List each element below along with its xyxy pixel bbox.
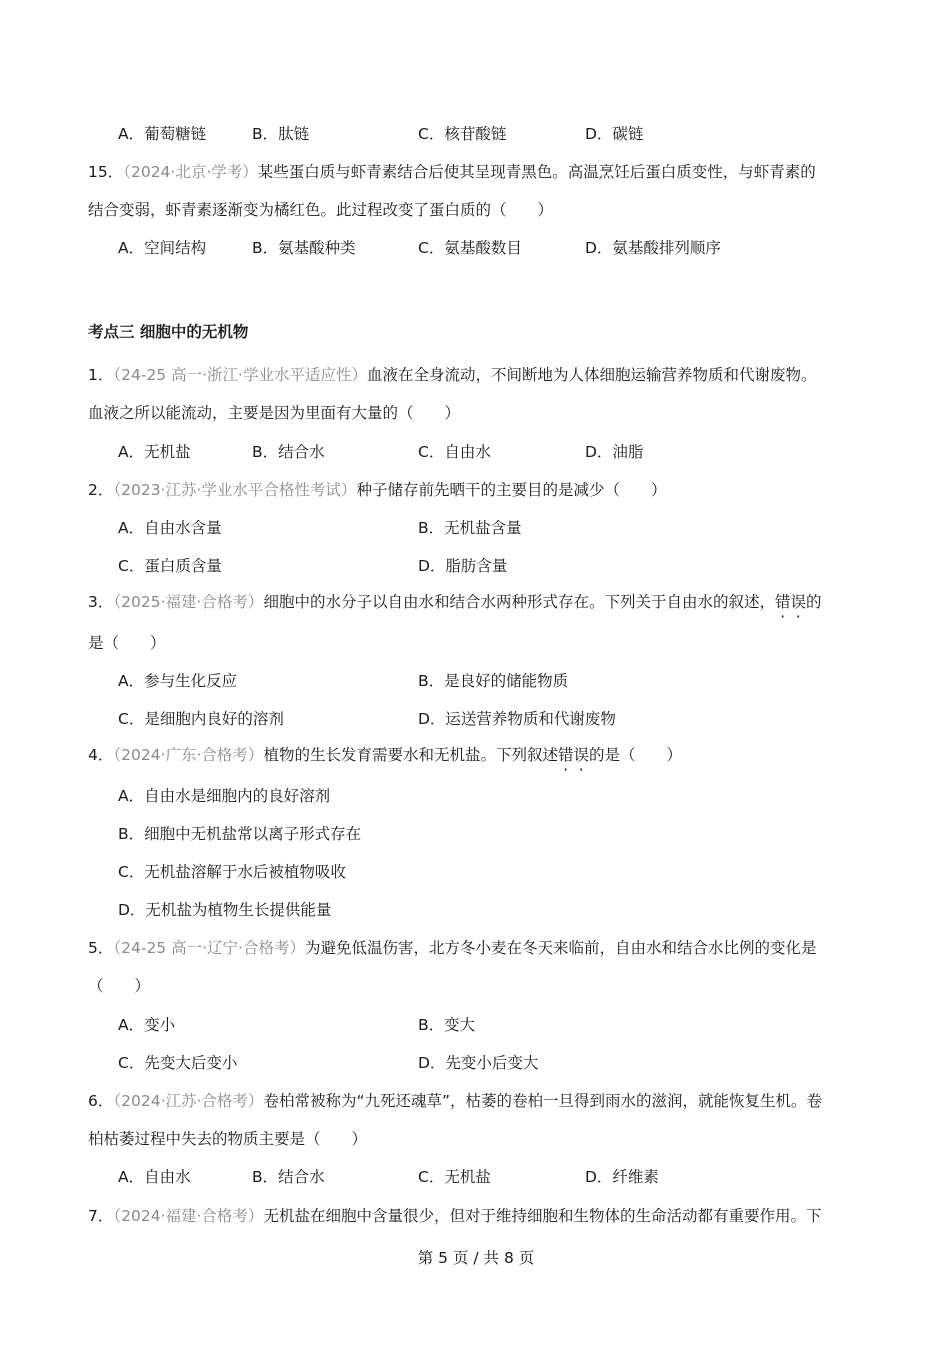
q4-line1 [88, 744, 682, 766]
q2-option-b: B．无机盐含量 [418, 519, 522, 537]
q3-emphasis-char-2: 误 [790, 593, 806, 611]
q1-source: （24-25 高一·浙江·学业水平适应性） [113, 366, 367, 384]
q15-number: 15． [88, 163, 124, 181]
q5-option-c: C．先变大后变小 [118, 1054, 238, 1072]
q5-number: 5． [88, 939, 114, 957]
q6-option-a: A．自由水 [118, 1168, 191, 1186]
q4-source: （2024·广东·合格考） [113, 746, 264, 764]
q3-option-d: D．运送营养物质和代谢废物 [418, 710, 616, 728]
q3-emphasis-char-1: 错 [774, 593, 791, 611]
q3-option-a: A．参与生化反应 [118, 672, 238, 690]
section-title: 考点三 细胞中的无机物 [88, 323, 249, 341]
q15-option-a: A．空间结构 [118, 239, 207, 257]
q6-stem-2: 柏枯萎过程中失去的物质主要是（ ） [88, 1130, 368, 1148]
q7-line1 [88, 1205, 821, 1227]
q2-line1 [88, 479, 666, 501]
q15-source: （2024·北京·学考） [123, 163, 258, 181]
q15-option-d: D．氨基酸排列顺序 [585, 239, 721, 257]
q7-number: 7． [88, 1207, 114, 1225]
q3-option-c: C．是细胞内良好的溶剂 [118, 710, 284, 728]
q6-line1 [88, 1090, 822, 1112]
q5-option-b: B．变大 [418, 1016, 476, 1034]
q3-stem-1b: 的 [805, 593, 822, 611]
q3-line1 [88, 591, 822, 613]
q15-option-c: C．氨基酸数目 [418, 239, 522, 257]
q14-option-c: C．核苷酸链 [418, 125, 507, 143]
q6-source: （2024·江苏·合格考） [113, 1092, 264, 1110]
q5-line1 [88, 937, 816, 959]
q6-option-b: B．结合水 [252, 1168, 325, 1186]
q2-option-d: D．脂肪含量 [418, 557, 508, 575]
q1-stem-1: 血液在全身流动，不间断地为人体细胞运输营养物质和代谢废物。 [366, 366, 817, 384]
q2-stem-1: 种子储存前先晒干的主要目的是减少（ ） [356, 481, 667, 499]
q7-source: （2024·福建·合格考） [113, 1207, 264, 1225]
q3-option-b: B．是良好的储能物质 [418, 672, 569, 690]
q2-number: 2． [88, 481, 114, 499]
q5-option-d: D．先变小后变大 [418, 1054, 539, 1072]
q2-option-a: A．自由水含量 [118, 519, 222, 537]
q3-stem-1a: 细胞中的水分子以自由水和结合水两种形式存在。下列关于自由水的叙述， [263, 593, 775, 611]
q1-stem-2: 血液之所以能流动，主要是因为里面有大量的（ ） [88, 404, 461, 422]
q4-option-a: A．自由水是细胞内的良好溶剂 [118, 787, 331, 805]
q4-option-b: B．细胞中无机盐常以离子形式存在 [118, 825, 362, 843]
q3-source: （2025·福建·合格考） [113, 593, 264, 611]
q4-emphasis-char-1: 错 [557, 746, 574, 764]
q1-number: 1． [88, 366, 114, 384]
q1-option-d: D．油脂 [585, 443, 644, 461]
q7-stem-1: 无机盐在细胞中含量很少，但对于维持细胞和生物体的生命活动都有重要作用。下 [263, 1207, 822, 1225]
q15-line1 [88, 161, 816, 183]
q1-line1 [88, 364, 816, 386]
q3-number: 3． [88, 593, 114, 611]
q5-source: （24-25 高一·辽宁·合格考） [113, 939, 305, 957]
q4-stem-1a: 植物的生长发育需要水和无机盐。下列叙述 [263, 746, 558, 764]
q6-option-c: C．无机盐 [418, 1168, 491, 1186]
q5-option-a: A．变小 [118, 1016, 176, 1034]
q15-option-b: B．氨基酸种类 [252, 239, 356, 257]
page-footer: 第 5 页 / 共 8 页 [417, 1249, 535, 1267]
q5-stem-1: 为避免低温伤害，北方冬小麦在冬天来临前，自由水和结合水比例的变化是 [304, 939, 817, 957]
q4-option-d: D．无机盐为植物生长提供能量 [118, 901, 332, 919]
q1-option-b: B．结合水 [252, 443, 325, 461]
q4-stem-1b: 的是（ ） [588, 746, 682, 764]
q15-stem-1: 某些蛋白质与虾青素结合后使其呈现青黑色。高温烹饪后蛋白质变性，与虾青素的 [257, 163, 816, 181]
q3-stem-2: 是（ ） [88, 634, 166, 652]
q2-source: （2023·江苏·学业水平合格性考试） [113, 481, 357, 499]
q6-number: 6． [88, 1092, 114, 1110]
q14-option-d: D．碳链 [585, 125, 644, 143]
q6-option-d: D．纤维素 [585, 1168, 659, 1186]
q14-option-b: B．肽链 [252, 125, 310, 143]
q5-stem-2: （ ） [88, 977, 151, 995]
q1-option-a: A．无机盐 [118, 443, 191, 461]
q2-option-c: C．蛋白质含量 [118, 557, 222, 575]
q1-option-c: C．自由水 [418, 443, 491, 461]
q6-stem-1: 卷柏常被称为“九死还魂草”，枯萎的卷柏一旦得到雨水的滋润，就能恢复生机。卷 [263, 1092, 823, 1110]
q15-stem-2: 结合变弱，虾青素逐渐变为橘红色。此过程改变了蛋白质的（ ） [88, 201, 554, 219]
q4-option-c: C．无机盐溶解于水后被植物吸收 [118, 863, 346, 881]
q4-number: 4． [88, 746, 114, 764]
q14-option-a: A．葡萄糖链 [118, 125, 207, 143]
q4-emphasis-char-2: 误 [573, 746, 589, 764]
